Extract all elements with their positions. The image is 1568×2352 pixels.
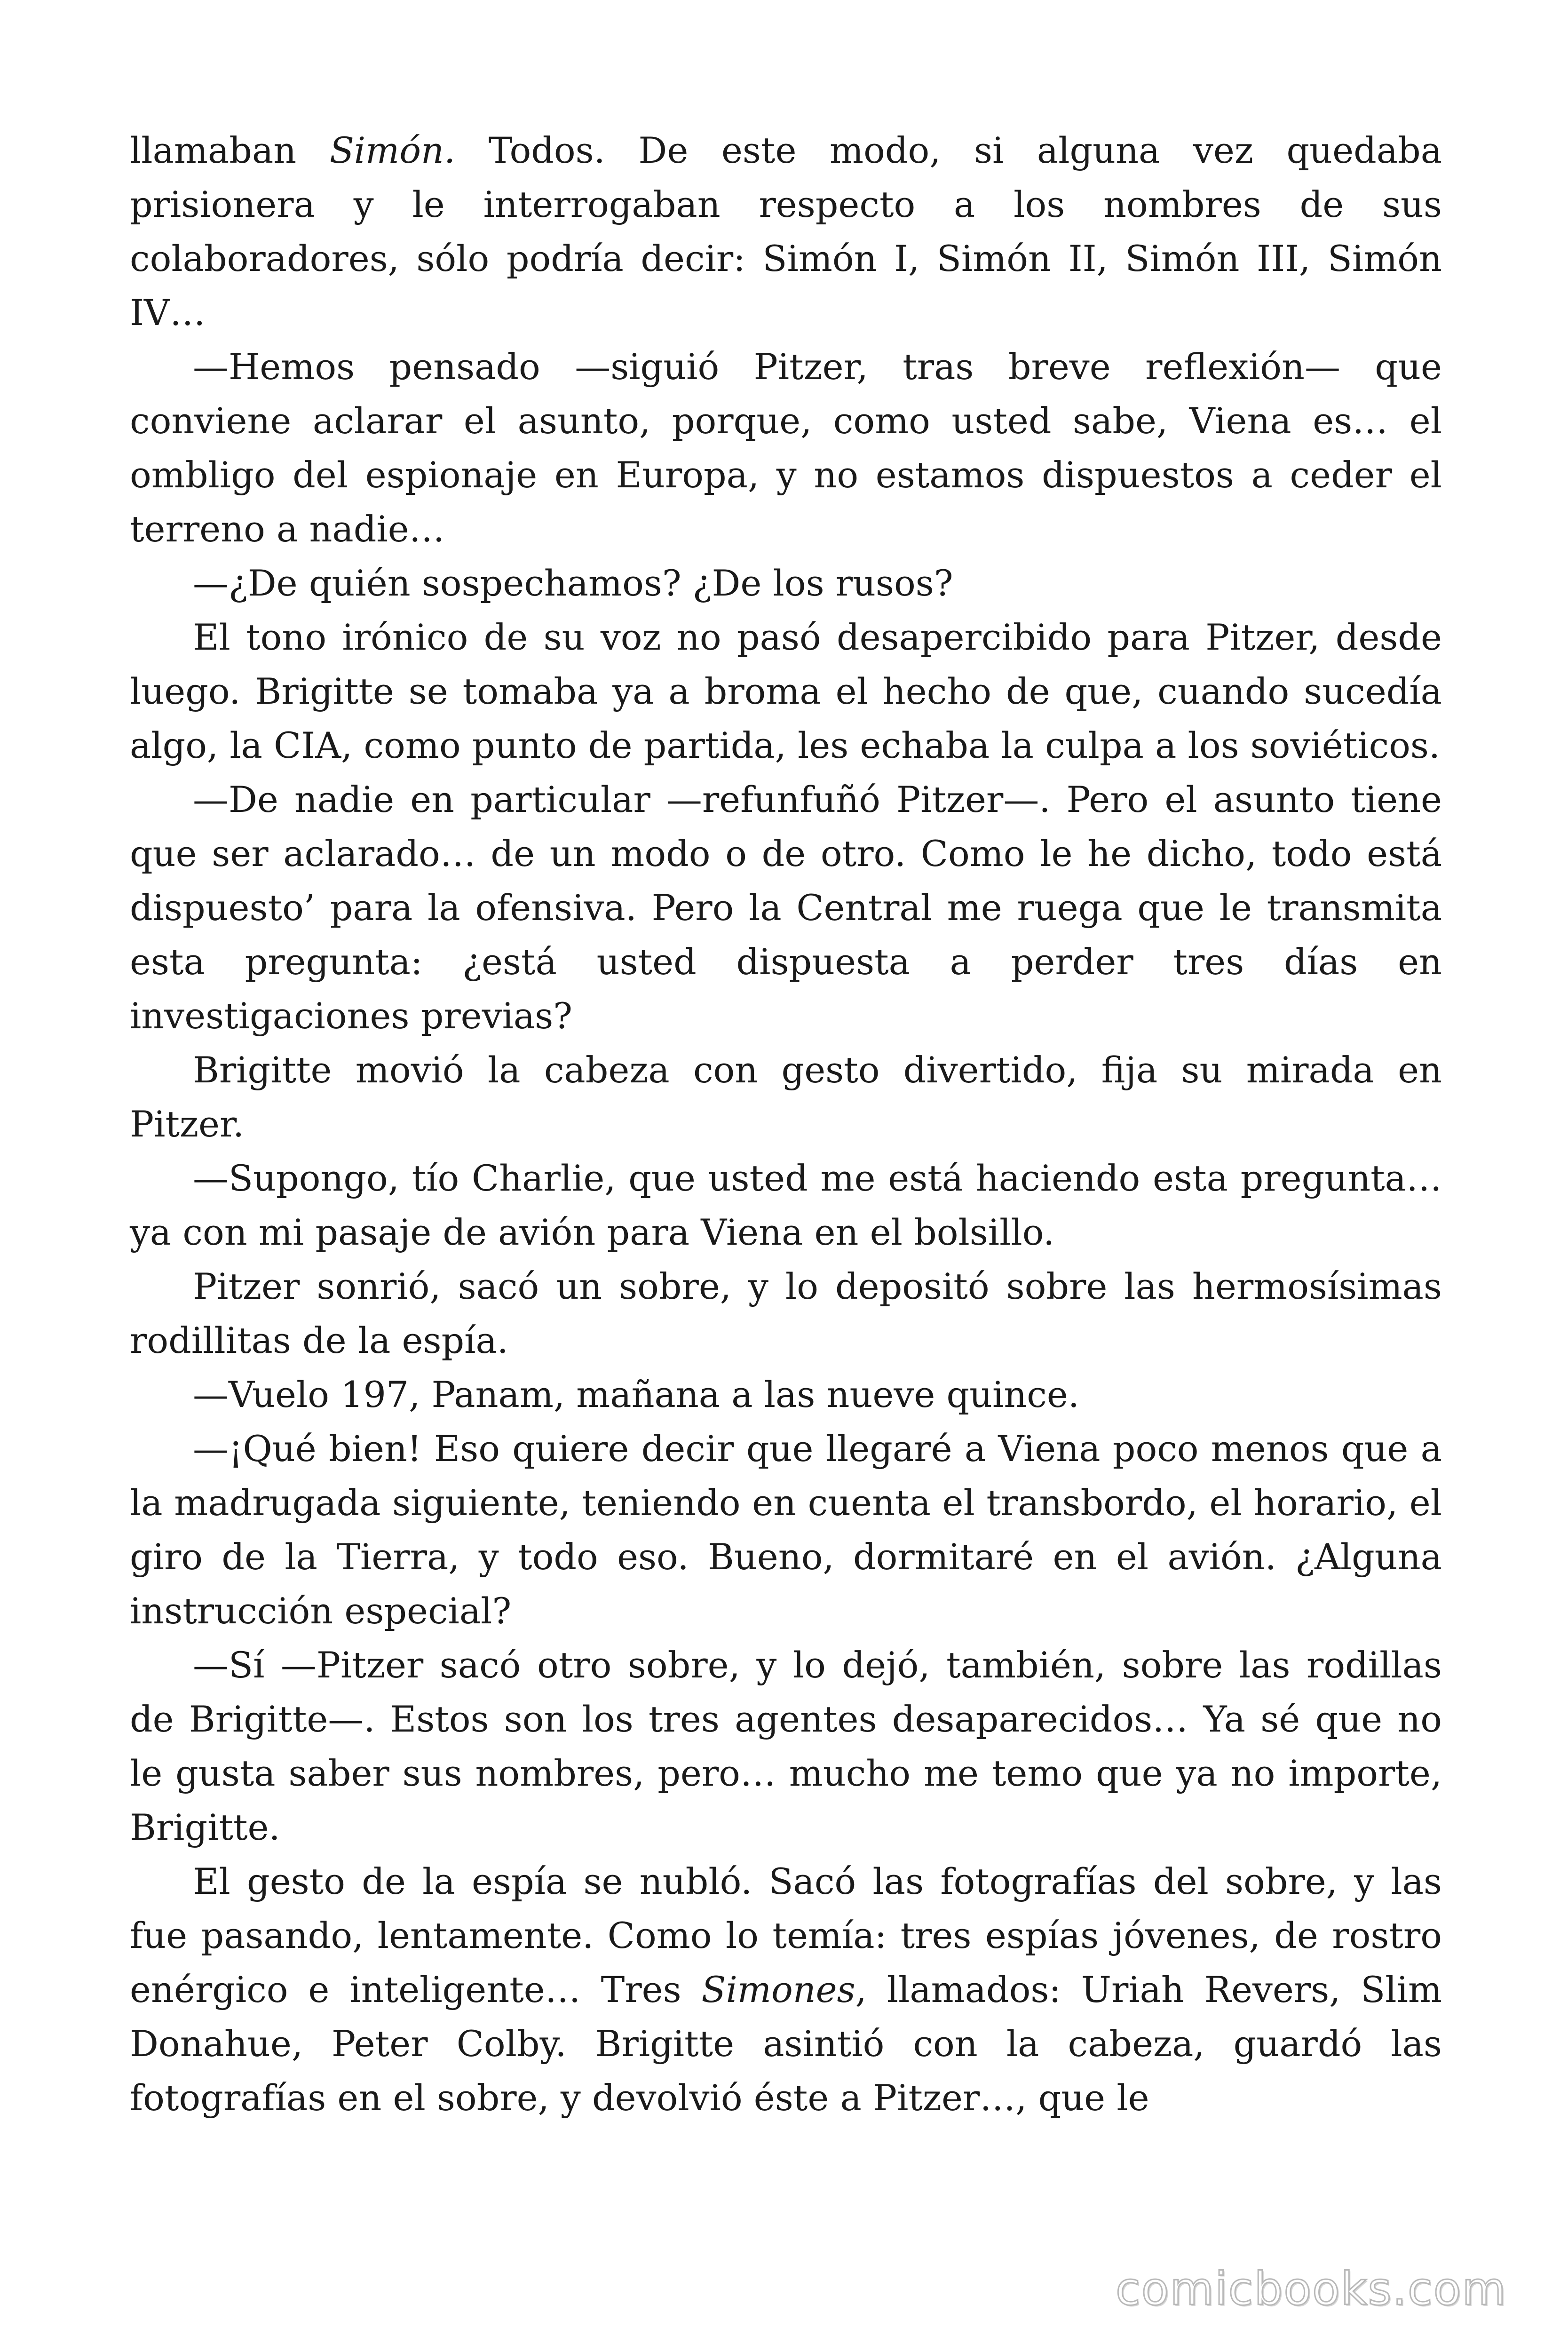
paragraph: [130, 1043, 1442, 1151]
italic-text: Simón.: [329, 129, 456, 171]
body-text: [130, 123, 1442, 2125]
paragraph: [130, 123, 1442, 340]
paragraph: [130, 772, 1442, 1043]
text-segment: , llamados: Uriah Revers, Slim Donahue, Peter Colby. Brigitte asintió con la cabeza, guardó las fotografías en el sobre, y devolvió éste a Pitzer…, que le: [130, 1969, 1442, 2119]
text-segment: —¡Qué bien! Eso quiere decir que llegaré a Viena poco menos que a la madrugada siguiente, teniendo en cuenta el transbordo, el horario, el giro de la Tierra, y todo eso. Bueno, dormitaré en el avión. ¿Alguna instrucción especial?: [130, 1428, 1442, 1632]
italic-text: Simones: [701, 1969, 855, 2010]
text-segment: Brigitte movió la cabeza con gesto divertido, fija su mirada en Pitzer.: [130, 1049, 1442, 1145]
text-segment: El tono irónico de su voz no pasó desapercibido para Pitzer, desde luego. Brigitte se tomaba ya a broma el hecho de que, cuando sucedía algo, la CIA, como punto de partida, les echaba la culpa a los soviéticos.: [130, 616, 1442, 766]
text-segment: —Supongo, tío Charlie, que usted me está haciendo esta pregunta… ya con mi pasaje de avión para Viena en el bolsillo.: [130, 1157, 1442, 1253]
paragraph: [130, 556, 1442, 610]
paragraph: [130, 1259, 1442, 1367]
text-segment: Todos. De este modo, si alguna vez quedaba prisionera y le interrogaban respecto a los nombres de sus colaboradores, sólo podría decir: Simón I, Simón II, Simón III, Simón IV…: [130, 129, 1442, 334]
text-segment: —De nadie en particular —refunfuñó Pitzer—. Pero el asunto tiene que ser aclarado… de un modo o de otro. Como le he dicho, todo está dispuesto’ para la ofensiva. Pero la Central me ruega que le transmita esta pregunta: ¿está usted dispuesta a perder tres días en investigaciones previas?: [130, 779, 1442, 1037]
paragraph: [130, 1367, 1442, 1422]
paragraph: [130, 1151, 1442, 1259]
text-segment: —Hemos pensado —siguió Pitzer, tras breve reflexión— que conviene aclarar el asunto, porque, como usted sabe, Viena es… el ombligo del espionaje en Europa, y no estamos dispuestos a ceder el terreno a nadie…: [130, 346, 1442, 550]
text-segment: —Sí —Pitzer sacó otro sobre, y lo dejó, también, sobre las rodillas de Brigitte—. Estos son los tres agentes desaparecidos… Ya sé que no le gusta saber sus nombres, pero… mucho me temo que ya no importe, Brigitte.: [130, 1644, 1442, 1848]
text-segment: El gesto de la espía se nubló. Sacó las fotografías del sobre, y las fue pasando, lentamente. Como lo temía: tres espías jóvenes, de rostro enérgico e inteligente… Tres: [130, 1860, 1442, 2010]
watermark: comicbooks.com: [1115, 2263, 1507, 2315]
paragraph: [130, 340, 1442, 556]
paragraph: [130, 1422, 1442, 1638]
text-segment: llamaban: [130, 129, 330, 171]
paragraph: [130, 1854, 1442, 2125]
text-segment: —¿De quién sospechamos? ¿De los rusos?: [193, 562, 953, 604]
paragraph: [130, 610, 1442, 772]
text-segment: —Vuelo 197, Panam, mañana a las nueve quince.: [193, 1374, 1080, 1415]
text-segment: Pitzer sonrió, sacó un sobre, y lo depositó sobre las hermosísimas rodillitas de la espía.: [130, 1265, 1442, 1361]
paragraph: [130, 1638, 1442, 1854]
